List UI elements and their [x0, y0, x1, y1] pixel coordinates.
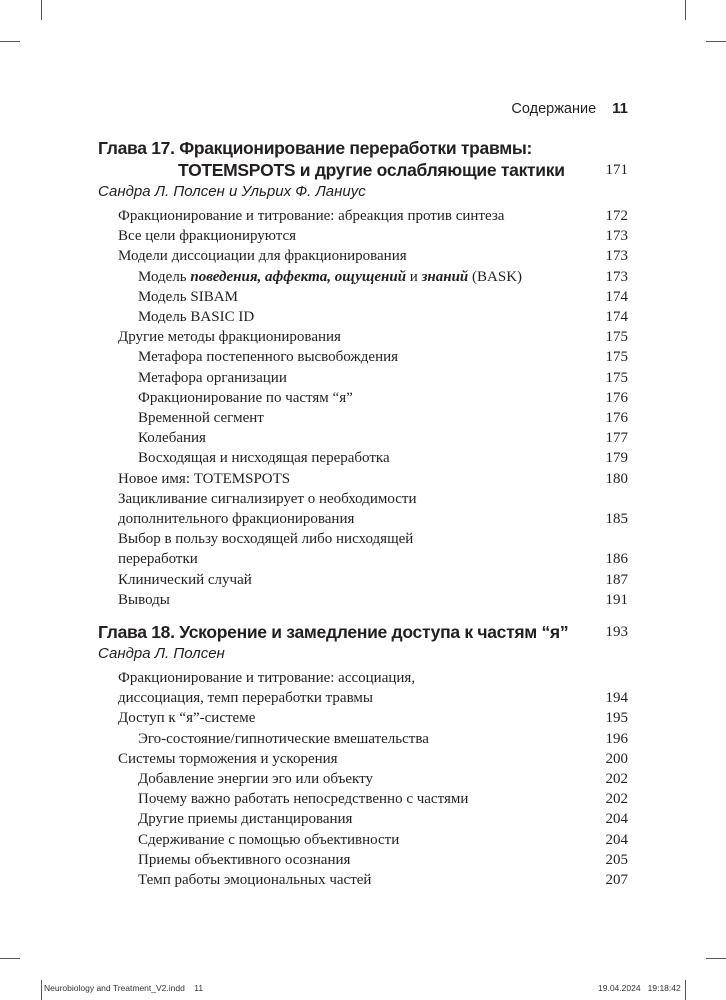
entry-text-emphasis: знаний — [421, 268, 469, 285]
crop-mark — [41, 980, 42, 1000]
chapter-title — [98, 137, 628, 181]
entry-page: 191 — [605, 591, 628, 608]
slug-page: 11 — [194, 983, 204, 993]
toc-content — [98, 137, 628, 890]
entry-page: 185 — [605, 511, 628, 528]
entry-text: Другие методы фракционирования — [118, 329, 341, 346]
chapter-author: Сандра Л. Полсен и Ульрих Ф. Ланиус — [98, 183, 366, 200]
toc-entry — [98, 708, 628, 728]
toc-entry — [98, 668, 628, 708]
chapter-title — [98, 621, 628, 643]
slug-time: 19:18:42 — [647, 983, 681, 993]
entry-page: 173 — [605, 228, 628, 245]
running-header-title: Содержание — [511, 101, 597, 117]
slug-date: 19.04.2024 — [598, 983, 641, 993]
running-header-page: 11 — [612, 100, 628, 117]
toc-entry — [98, 769, 628, 789]
entry-text: Эго-состояние/гипнотические вмешательства — [138, 730, 429, 747]
toc-entry — [98, 830, 628, 850]
toc-entry — [98, 809, 628, 829]
crop-mark — [41, 0, 42, 20]
running-header — [0, 100, 628, 117]
toc-entry — [98, 590, 628, 610]
entry-text: Метафора постепенного высвобождения — [138, 349, 399, 366]
entry-page: 205 — [605, 851, 628, 868]
entry-text: Добавление энергии эго или объекту — [138, 771, 373, 788]
toc-entry — [98, 428, 628, 448]
slug-datetime — [598, 983, 681, 993]
entry-text: Метафора организации — [138, 369, 287, 386]
toc-entry — [98, 850, 628, 870]
entry-page: 173 — [605, 248, 628, 265]
entry-page: 179 — [605, 450, 628, 467]
crop-mark — [706, 958, 726, 959]
chapter-page: 171 — [605, 162, 628, 178]
entry-page: 176 — [605, 389, 628, 406]
entry-text: Восходящая и нисходящая переработка — [138, 450, 390, 467]
entry-text: Системы торможения и ускорения — [118, 750, 338, 767]
slug-filename: Neurobiology and Treatment_V2.indd — [44, 983, 185, 993]
entry-page: 172 — [605, 208, 628, 224]
toc-entry — [98, 789, 628, 809]
entry-text: Доступ к “я”-системе — [118, 710, 256, 727]
toc-entry — [98, 267, 628, 287]
entry-page: 180 — [605, 470, 628, 487]
entry-text: Другие приемы дистанцирования — [138, 811, 353, 828]
entry-text: Почему важно работать непосредственно с частями — [138, 791, 469, 808]
toc-entry — [98, 347, 628, 367]
entry-page: 173 — [605, 268, 628, 285]
entry-text-line: переработки — [118, 551, 198, 568]
entry-page: 194 — [605, 690, 628, 707]
entry-page: 175 — [605, 369, 628, 386]
entry-text: Модель SIBAM — [138, 288, 238, 305]
entry-text: Временной сегмент — [138, 410, 264, 427]
crop-mark — [0, 958, 20, 959]
entry-page: 202 — [605, 791, 628, 808]
toc-entry — [98, 469, 628, 489]
entry-text: Колебания — [138, 430, 206, 447]
toc-entry — [98, 408, 628, 428]
toc-entry — [98, 570, 628, 590]
toc-entry — [98, 749, 628, 769]
crop-mark — [0, 41, 20, 42]
entry-page: 186 — [605, 551, 628, 568]
toc-entry — [98, 368, 628, 388]
entry-text: Модель BASIC ID — [138, 309, 255, 326]
entry-text: Сдерживание с помощью объективности — [138, 831, 400, 848]
entry-text-line: Выбор в пользу восходящей либо нисходящей — [118, 531, 414, 548]
entry-page: 187 — [605, 571, 628, 588]
entry-page: 176 — [605, 410, 628, 427]
slug-file — [44, 983, 203, 993]
entry-text: Выводы — [118, 591, 170, 608]
chapter-title-line: Глава 18. Ускорение и замедление доступа к частям “я” — [98, 622, 569, 643]
entry-page: 200 — [605, 750, 628, 767]
entry-page: 195 — [605, 710, 628, 727]
entry-text-part: (BASK) — [468, 268, 523, 285]
chapter-title-line: Глава 17. Фракционирование переработки травмы: — [98, 138, 533, 158]
toc-entry — [98, 529, 628, 569]
entry-text-part: и — [406, 268, 422, 285]
entry-page: 174 — [605, 309, 628, 326]
crop-mark — [685, 0, 686, 20]
entry-text-line: дополнительного фракционирования — [118, 511, 355, 528]
entry-text: Все цели фракционируются — [118, 228, 297, 245]
toc-entry — [98, 870, 628, 890]
toc-entry — [98, 206, 628, 226]
entry-text: Клинический случай — [118, 571, 252, 588]
toc-entry — [98, 226, 628, 246]
chapter-author: Сандра Л. Полсен — [98, 645, 225, 663]
entry-text: Модели диссоциации для фракционирования — [118, 248, 407, 265]
entry-text — [138, 267, 578, 287]
entry-page: 202 — [605, 771, 628, 788]
toc-entry — [98, 327, 628, 347]
toc-entry — [98, 287, 628, 307]
entry-text: Фракционирование по частям “я” — [138, 389, 353, 406]
toc-entry — [98, 448, 628, 468]
toc-entry — [98, 307, 628, 327]
entry-text-line: диссоциация, темп переработки травмы — [118, 690, 373, 707]
toc-entry — [98, 246, 628, 266]
chapter-page: 193 — [605, 624, 628, 641]
crop-mark — [685, 980, 686, 1000]
entry-text: Новое имя: TOTEMSPOTS — [118, 470, 291, 487]
entry-text: Фракционирование и титрование: абреакция против синтеза — [118, 208, 505, 224]
entry-page: 204 — [605, 831, 628, 848]
entry-text: Приемы объективного осознания — [138, 851, 351, 868]
entry-text: Темп работы эмоциональных частей — [138, 872, 372, 889]
toc-entry — [98, 388, 628, 408]
entry-page: 177 — [605, 430, 628, 447]
entry-text-emphasis: поведения, аффекта, ощущений — [190, 268, 407, 285]
toc-entry — [98, 729, 628, 749]
entry-page: 175 — [605, 329, 628, 346]
chapter-title-line: TOTEMSPOTS и другие ослабляющие тактики — [178, 160, 565, 180]
entry-page: 204 — [605, 811, 628, 828]
toc-entry — [98, 489, 628, 529]
entry-page: 207 — [605, 872, 628, 889]
crop-mark — [706, 41, 726, 42]
entry-text-line: Зацикливание сигнализирует о необходимости — [118, 490, 417, 507]
entry-text-line: Фракционирование и титрование: ассоциация, — [118, 670, 416, 687]
entry-page: 175 — [605, 349, 628, 366]
entry-page: 174 — [605, 288, 628, 305]
entry-text-part: Модель — [138, 268, 191, 285]
entry-page: 196 — [605, 730, 628, 747]
